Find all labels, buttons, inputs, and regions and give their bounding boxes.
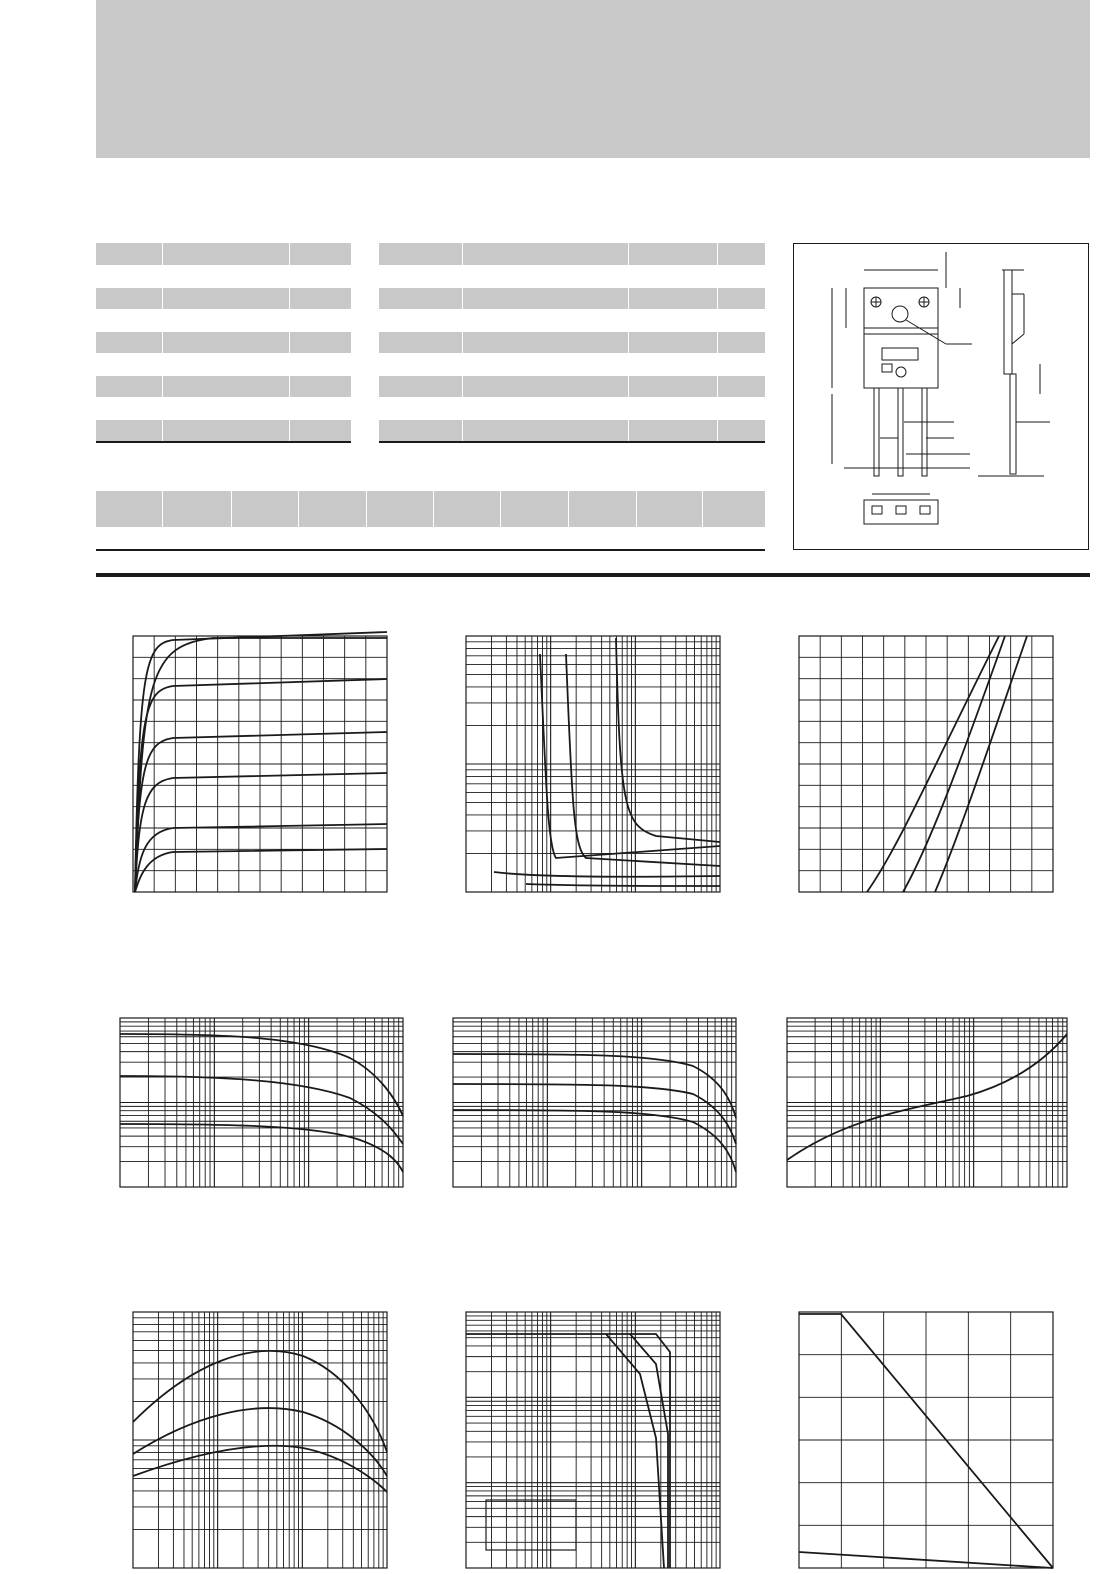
table-row: [379, 376, 462, 398]
table-row: [96, 528, 162, 551]
table-row: [379, 354, 462, 376]
table-header: [379, 243, 462, 266]
series-line: [135, 824, 387, 892]
series-line: [135, 732, 387, 892]
table-row: [379, 310, 462, 332]
chart-8: [466, 1312, 720, 1568]
chart-grid: [133, 1318, 387, 1530]
table-row: [96, 376, 162, 398]
series-line: [120, 1076, 403, 1144]
chart-grid: [466, 1316, 720, 1542]
table-row: [96, 354, 162, 376]
chart-grid: [787, 1022, 1067, 1162]
chart-grid: [491, 1312, 716, 1568]
chart-5: [453, 1018, 736, 1187]
hfe-rank-table: [96, 491, 765, 551]
table-row: [96, 266, 162, 288]
table-row: [96, 332, 162, 354]
chart-4: [120, 1018, 403, 1187]
table-header: [96, 243, 162, 266]
external-dimensions-box: [793, 243, 1089, 550]
table-row: [379, 266, 462, 288]
chart-grid: [799, 1312, 1053, 1568]
series-line: [120, 1124, 403, 1172]
series-line: [566, 654, 720, 866]
series-line: [135, 638, 387, 892]
chart-9: [799, 1312, 1053, 1568]
header-banner: [96, 0, 1090, 158]
table-row: [96, 420, 162, 443]
chart-1: [133, 636, 387, 892]
series-line: [135, 773, 387, 892]
absolute-maximum-ratings-table: [96, 243, 351, 443]
series-line: [466, 1334, 664, 1568]
series-line: [526, 884, 720, 886]
series-line: [787, 1034, 1067, 1160]
table-row: [379, 420, 462, 443]
table-header: [96, 491, 162, 528]
chart-grid: [799, 636, 1053, 892]
chart-grid: [466, 642, 720, 854]
chart-2: [466, 636, 720, 892]
chart-6: [787, 1018, 1067, 1187]
series-line: [133, 1408, 387, 1476]
table-row: [96, 398, 162, 420]
table-row: [379, 398, 462, 420]
chart-3: [799, 636, 1053, 892]
chart-grid: [133, 636, 387, 892]
series-line: [135, 632, 387, 892]
table-row: [379, 332, 462, 354]
package-drawing: [794, 244, 1090, 551]
series-line: [453, 1110, 736, 1172]
chart-frame: [466, 1312, 720, 1568]
table-row: [96, 310, 162, 332]
table-row: [96, 288, 162, 310]
series-line: [453, 1054, 736, 1118]
section-divider: [96, 573, 1090, 577]
table-row: [379, 288, 462, 310]
series-line: [453, 1084, 736, 1144]
chart-7: [133, 1312, 387, 1568]
chart-grid: [453, 1022, 736, 1162]
electrical-characteristics-table: [379, 243, 765, 443]
